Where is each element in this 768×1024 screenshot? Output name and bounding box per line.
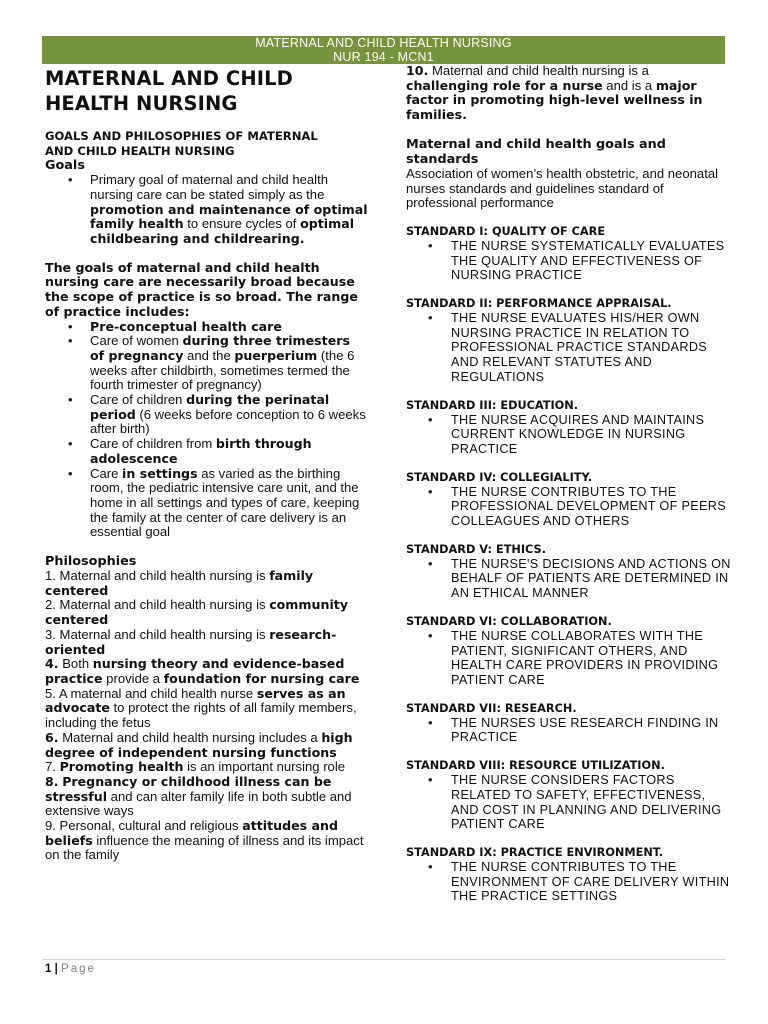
standards-list [406,225,731,904]
page-number: 1 [45,963,52,975]
list-item: 1. Maternal and child health nursing is family centered [45,568,314,598]
standard-bullets [406,773,731,832]
standard-bullets [406,716,731,745]
list-item: • THE NURSE ACQUIRES AND MAINTAINS CURRENT KNOWLEDGE IN NURSING PRACTICE [406,413,731,457]
standard-bullets [406,860,731,904]
list-item: 3. Maternal and child health nursing is research-oriented [45,626,337,657]
goals-label: Goals [45,158,85,174]
list-item: 5. A maternal and child health nurse serves as an advocate to protect the rights of all family members, including the fetus [45,685,357,731]
standards-heading: Maternal and child health goals and standards [406,136,666,167]
standard-title: STANDARD I: QUALITY OF CARE [406,224,606,238]
standard-bullets [406,311,731,385]
list-item: • THE NURSE COLLABORATES WITH THE PATIENT, SIGNIFICANT OTHERS, AND HEALTH CARE PROVIDERS IN PROVIDING PATIENT CARE [406,629,731,688]
list-item: • Care of children during the perinatal period (6 weeks before conception to 6 weeks after birth) [45,393,368,437]
list-item: 2. Maternal and child health nursing is community centered [45,597,349,628]
standard-title: STANDARD VII: RESEARCH. [406,701,577,715]
list-item: • THE NURSE'S DECISIONS AND ACTIONS ON BEHALF OF PATIENTS ARE DETERMINED IN AN ETHICAL MANNER [406,557,731,601]
standard-title: STANDARD V: ETHICS. [406,542,546,556]
scope-list [45,320,368,541]
list-item: • Care in settings as varied as the birthing room, the pediatric intensive care unit, and the home in all settings and types of care, keeping the family at the center of care delivery is an essential goal [45,467,368,541]
list-item: 7. Promoting health is an important nursing role [45,759,346,775]
standard-title: STANDARD IX: PRACTICE ENVIRONMENT. [406,845,664,859]
standard-bullets [406,629,731,688]
list-item: • THE NURSE SYSTEMATICALLY EVALUATES THE QUALITY AND EFFECTIVENESS OF NURSING PRACTICE [406,239,731,283]
philosophy-item-10: 10. Maternal and child health nursing is a challenging role for a nurse and is a major factor in promoting high-level wellness in families. [406,63,703,123]
header-title: MATERNAL AND CHILD HEALTH NURSING [255,36,512,50]
title-line-1: MATERNAL AND CHILD [45,67,293,90]
title-line-2: HEALTH NURSING [45,92,238,115]
list-item: • Pre-conceptual health care [45,320,368,335]
philosophies-label: Philosophies [45,554,137,570]
document-header-band [42,36,725,64]
page-footer [45,962,96,976]
list-item: 8. Pregnancy or childhood illness can be stressful and can alter family life in both subtle and extensive ways [45,773,352,819]
list-item: 6. Maternal and child health nursing includes a high degree of independent nursing functions [45,729,353,760]
standard-bullets [406,485,731,529]
list-item: • THE NURSE CONSIDERS FACTORS RELATED TO SAFETY, EFFECTIVENESS, AND COST IN PLANNING AND DELIVERING PATIENT CARE [406,773,731,832]
left-column [45,64,368,863]
goals-list [45,173,368,247]
list-item: 9. Personal, cultural and religious attitudes and beliefs influence the meaning of illness and its impact on the family [45,818,364,863]
footer-separator: | [54,963,58,975]
standard-title: STANDARD II: PERFORMANCE APPRAISAL. [406,297,672,311]
standard-title: STANDARD IV: COLLEGIALITY. [406,470,593,484]
goals-heading-line-1: GOALS AND PHILOSOPHIES OF MATERNAL [45,129,318,143]
list-item: • THE NURSE CONTRIBUTES TO THE PROFESSIONAL DEVELOPMENT OF PEERS COLLEAGUES AND OTHERS [406,485,731,529]
list-item: • THE NURSE CONTRIBUTES TO THE ENVIRONMENT OF CARE DELIVERY WITHIN THE PRACTICE SETTINGS [406,860,731,904]
goals-heading-line-2: AND CHILD HEALTH NURSING [45,143,235,158]
scope-paragraph: The goals of maternal and child health nursing care are necessarily broad because the scope of practice is so broad. The range of practice includes: [45,259,358,319]
list-item: 4. Both nursing theory and evidence-based practice provide a foundation for nursing care [45,656,360,686]
standard-title: STANDARD VI: COLLABORATION. [406,614,612,628]
list-item: • Care of women during three trimesters of pregnancy and the puerperium (the 6 weeks after childbirth, sometimes termed the fourth trimester of pregnancy) [45,334,368,393]
list-item: • THE NURSE EVALUATES HIS/HER OWN NURSING PRACTICE IN RELATION TO PROFESSIONAL PRACTICE STANDARDS AND RELEVANT STATUTES AND REGULATIONS [406,311,731,385]
standard-title: STANDARD III: EDUCATION. [406,398,579,412]
standard-title: STANDARD VIII: RESOURCE UTILIZATION. [406,759,665,773]
footer-divider [42,959,725,960]
standard-bullets [406,413,731,457]
page-label: Page [61,963,96,975]
standard-bullets [406,239,731,283]
page-title [45,66,368,116]
right-column [406,64,731,904]
list-item: • Primary goal of maternal and child health nursing care can be stated simply as the promotion and maintenance of optimal family health to ensure cycles of optimal childbearing and childrearing. [45,173,368,247]
standards-intro: Association of women’s health obstetric, and neonatal nurses standards and guidelines standard of professional performance [406,165,719,211]
philosophies-list [45,569,368,863]
list-item: • Care of children from birth through adolescence [45,437,368,466]
standard-bullets [406,557,731,601]
header-course-code: NUR 194 - MCN1 [333,49,434,64]
goals-section-heading [45,129,368,158]
list-item: • THE NURSES USE RESEARCH FINDING IN PRACTICE [406,716,731,745]
